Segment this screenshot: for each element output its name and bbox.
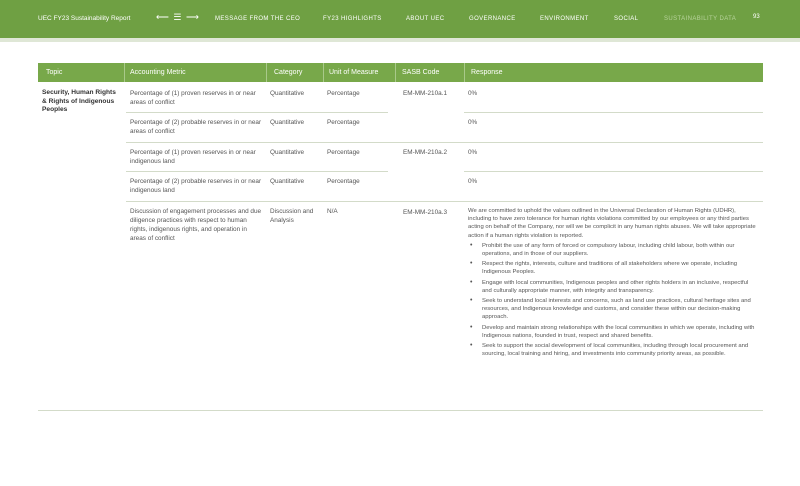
response-bullet: • Develop and maintain strong relationships with the local communities in which we operate, including with Indigenous nations, founded in trust, respect and shared benefits. [470, 323, 755, 339]
header-divider [0, 38, 800, 42]
row-divider [126, 112, 388, 113]
human-rights-response [468, 207, 758, 360]
metric-cell: Percentage of (2) probable reserves in or near indigenous land [130, 178, 262, 194]
header-sasb-code: SASB Code [402, 69, 440, 76]
bullet-icon: • [470, 342, 473, 350]
unit-cell: Percentage [327, 149, 360, 156]
category-cell: Quantitative [270, 149, 305, 156]
sasb-code-cell: EM-MM-210a.2 [403, 149, 448, 156]
column-divider [464, 63, 465, 82]
nav-environment[interactable]: ENVIRONMENT [540, 16, 589, 22]
header-accounting-metric: Accounting Metric [130, 69, 186, 76]
category-cell: Discussion and Analysis [270, 208, 314, 224]
category-cell: Quantitative [270, 178, 305, 185]
bullet-icon: • [470, 323, 473, 331]
bullet-icon: • [470, 278, 473, 286]
response-cell: 0% [468, 178, 478, 185]
header-unit-of-measure: Unit of Measure [329, 69, 379, 76]
response-bullet-list [468, 242, 758, 359]
column-divider [124, 63, 125, 82]
bullet-icon: • [470, 297, 473, 305]
response-cell: 0% [468, 149, 478, 156]
bullet-icon: • [470, 241, 473, 249]
column-divider [395, 63, 396, 82]
report-title[interactable]: UEC FY23 Sustainability Report [38, 15, 131, 22]
row-divider [126, 142, 763, 143]
metric-cell: Discussion of engagement processes and due diligence practices with respect to human rights, indigenous rights, and operation in areas of conflict [130, 208, 262, 242]
header-topic: Topic [46, 69, 63, 76]
sasb-code-cell: EM-MM-210a.1 [403, 90, 448, 97]
response-bullet: • Respect the rights, interests, culture and traditions of all stakeholders where we operate, including Indigenous Peoples. [470, 260, 738, 276]
unit-cell: Percentage [327, 178, 360, 185]
unit-cell: Percentage [327, 119, 360, 126]
navigation-arrows-icon[interactable]: ⟵ ☰ ⟶ [156, 12, 200, 22]
response-bullet: • Prohibit the use of any form of forced or compulsory labour, including child labour, both within our operations, and in those of our suppliers. [470, 241, 735, 258]
table-header-row [38, 63, 763, 82]
header-category: Category [274, 69, 303, 76]
row-divider [126, 171, 388, 172]
column-divider [323, 63, 324, 82]
response-bullet: • Seek to support the social development of local communities, including through local procurement and sourcing, local training and hiring, and investments into community priority areas, as possible. [470, 342, 749, 358]
nav-message-from-ceo[interactable]: MESSAGE FROM THE CEO [215, 16, 301, 22]
metric-cell: Percentage of (1) proven reserves in or near areas of conflict [130, 90, 256, 106]
unit-cell: Percentage [327, 90, 360, 97]
sasb-code-cell: EM-MM-210a.3 [403, 209, 448, 216]
metric-cell: Percentage of (2) probable reserves in or near areas of conflict [130, 119, 262, 135]
response-cell: 0% [468, 90, 478, 97]
table-bottom-border [38, 410, 763, 411]
unit-cell: N/A [327, 208, 338, 215]
row-divider [464, 112, 763, 113]
nav-sustainability-data[interactable]: SUSTAINABILITY DATA [664, 16, 737, 22]
row-divider [126, 201, 763, 202]
nav-about-uec[interactable]: ABOUT UEC [406, 16, 445, 22]
metric-cell: Percentage of (1) proven reserves in or near indigenous land [130, 149, 256, 165]
column-divider [266, 63, 267, 82]
category-cell: Quantitative [270, 119, 305, 126]
nav-fy23-highlights[interactable]: FY23 HIGHLIGHTS [323, 16, 382, 22]
topic-cell: Security, Human Rights & Rights of Indigenous Peoples [42, 89, 116, 113]
page-number: 93 [753, 14, 760, 20]
response-bullet: • Seek to understand local interests and concerns, such as land use practices, cultural heritage sites and resources, and Indigenous knowledge and customs, and consider these within our decision-making approach. [470, 297, 751, 321]
row-divider [464, 171, 763, 172]
response-bullet: • Engage with local communities, Indigenous peoples and other rights holders in an inclusive, respectful and culturally appropriate manner, with integrity and transparency. [470, 278, 749, 294]
response-cell: 0% [468, 119, 478, 126]
category-cell: Quantitative [270, 90, 305, 97]
nav-governance[interactable]: GOVERNANCE [469, 16, 516, 22]
bullet-icon: • [470, 260, 473, 268]
header-response: Response [471, 69, 503, 76]
response-intro: We are committed to uphold the values outlined in the Universal Declaration of Human Rights (UDHR), including to have zero tolerance for human rights violations committed by our employees or any third parties acting on behalf of the Company, nor will we be complicit in any human rights abuses. We will take appropriate action if a human rights violation is reported. [468, 208, 756, 239]
nav-social[interactable]: SOCIAL [614, 16, 639, 22]
